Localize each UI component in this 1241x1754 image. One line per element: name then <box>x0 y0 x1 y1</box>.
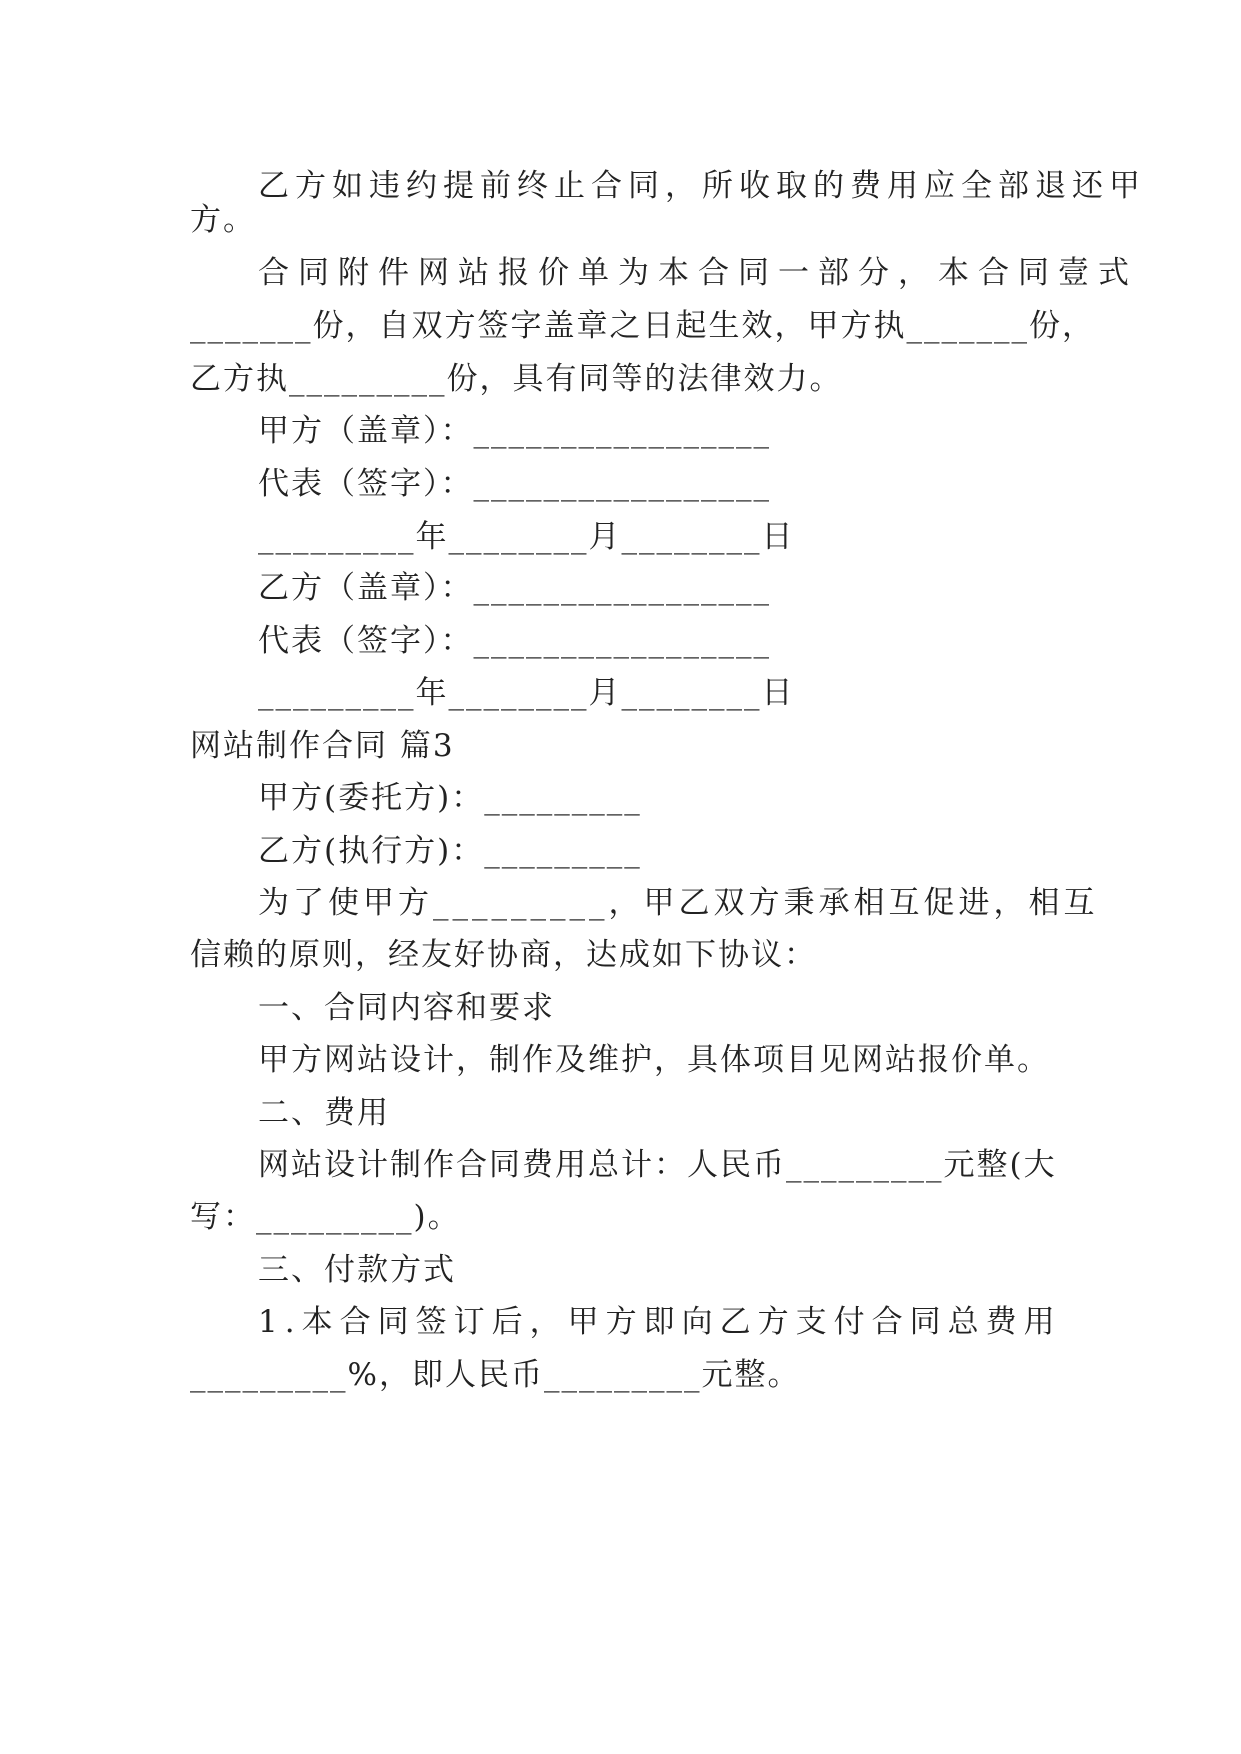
paragraph-line: 合同附件网站报价单为本合同一部分，本合同壹式 <box>258 255 1138 291</box>
clause-heading: 一、合同内容和要求 <box>258 990 555 1026</box>
clause-heading: 三、付款方式 <box>258 1252 456 1288</box>
signature-party-b-rep: 代表（签字）：_________________ <box>258 623 771 659</box>
paragraph-line: 乙方如违约提前终止合同，所收取的费用应全部退还甲 <box>258 168 1146 204</box>
paragraph-line: 网站设计制作合同费用总计：人民币_________元整(大 <box>258 1147 1057 1183</box>
clause-heading: 二、费用 <box>258 1095 390 1131</box>
paragraph-line: 甲方网站设计，制作及维护，具体项目见网站报价单。 <box>258 1042 1050 1078</box>
paragraph-line: 信赖的原则，经友好协商，达成如下协议： <box>190 937 817 973</box>
signature-party-a-rep: 代表（签字）：_________________ <box>258 466 771 502</box>
party-a-line: 甲方(委托方)：_________ <box>258 780 642 816</box>
signature-party-b-seal: 乙方（盖章）：_________________ <box>258 570 771 606</box>
paragraph-line: 乙方执_________份，具有同等的法律效力。 <box>190 361 843 397</box>
section-title: 网站制作合同 篇3 <box>190 728 455 764</box>
paragraph-line: 写：_________)。 <box>190 1199 461 1235</box>
paragraph-line: _______份，自双方签字盖章之日起生效，甲方执_______份， <box>190 308 1095 344</box>
paragraph-line: 为了使甲方_________，甲乙双方秉承相互促进，相互 <box>258 885 1099 921</box>
signature-party-b-date: _________年________月________日 <box>258 675 795 711</box>
signature-party-a-date: _________年________月________日 <box>258 519 795 555</box>
party-b-line: 乙方(执行方)：_________ <box>258 833 642 869</box>
paragraph-line: _________%，即人民币_________元整。 <box>190 1357 801 1393</box>
paragraph-line: 方。 <box>190 202 256 238</box>
signature-party-a-seal: 甲方（盖章）：_________________ <box>258 413 771 449</box>
paragraph-line: 1.本合同签订后，甲方即向乙方支付合同总费用 <box>258 1304 1062 1340</box>
